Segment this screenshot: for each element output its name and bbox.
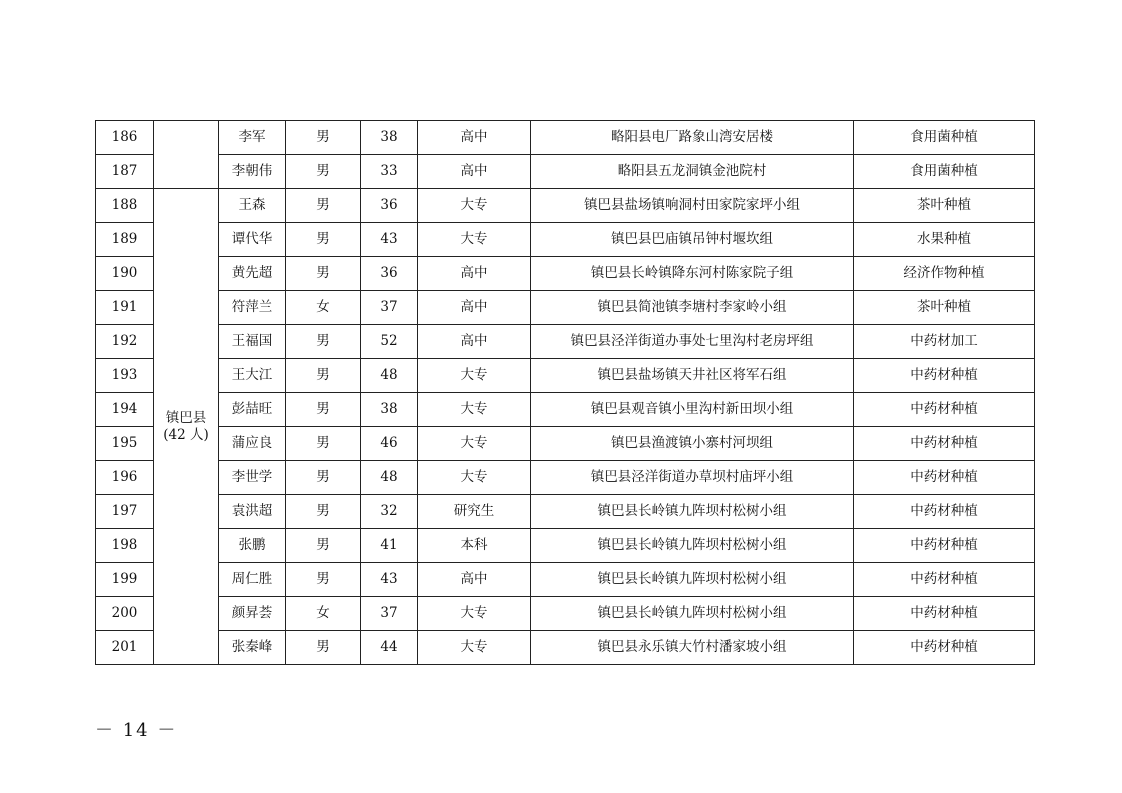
row-number: 189 <box>96 223 154 257</box>
gender: 男 <box>286 359 361 393</box>
education: 大专 <box>418 393 531 427</box>
industry: 食用菌种植 <box>854 155 1035 189</box>
table-row <box>96 189 1035 223</box>
row-number: 193 <box>96 359 154 393</box>
person-name: 谭代华 <box>219 223 286 257</box>
row-number: 195 <box>96 427 154 461</box>
gender: 男 <box>286 223 361 257</box>
industry: 中药材种植 <box>854 631 1035 665</box>
row-number: 197 <box>96 495 154 529</box>
table-row <box>96 257 1035 291</box>
person-name: 袁洪超 <box>219 495 286 529</box>
education: 高中 <box>418 155 531 189</box>
gender: 男 <box>286 495 361 529</box>
row-number: 201 <box>96 631 154 665</box>
age: 41 <box>361 529 418 563</box>
education: 大专 <box>418 223 531 257</box>
row-number: 191 <box>96 291 154 325</box>
education: 高中 <box>418 291 531 325</box>
page-number: － 14 － <box>95 720 178 741</box>
person-name: 李军 <box>219 121 286 155</box>
row-number: 194 <box>96 393 154 427</box>
education: 大专 <box>418 359 531 393</box>
industry: 经济作物种植 <box>854 257 1035 291</box>
age: 46 <box>361 427 418 461</box>
education: 大专 <box>418 427 531 461</box>
person-name: 王森 <box>219 189 286 223</box>
row-number: 199 <box>96 563 154 597</box>
roster-table <box>95 120 1035 665</box>
person-name: 王福国 <box>219 325 286 359</box>
table-row <box>96 529 1035 563</box>
table-row <box>96 155 1035 189</box>
age: 38 <box>361 121 418 155</box>
county-cell <box>154 121 219 189</box>
row-number: 198 <box>96 529 154 563</box>
row-number: 196 <box>96 461 154 495</box>
address: 镇巴县盐场镇响洞村田家院家坪小组 <box>531 189 854 223</box>
person-name: 王大江 <box>219 359 286 393</box>
education: 大专 <box>418 597 531 631</box>
age: 44 <box>361 631 418 665</box>
person-name: 黄先超 <box>219 257 286 291</box>
address: 镇巴县泾洋街道办草坝村庙坪小组 <box>531 461 854 495</box>
address: 略阳县电厂路象山湾安居楼 <box>531 121 854 155</box>
industry: 茶叶种植 <box>854 291 1035 325</box>
table-row <box>96 223 1035 257</box>
row-number: 187 <box>96 155 154 189</box>
county-count: (42 人) <box>163 426 209 443</box>
age: 36 <box>361 189 418 223</box>
county-name: 镇巴县 <box>165 410 207 427</box>
table-row <box>96 631 1035 665</box>
table-row <box>96 393 1035 427</box>
address: 镇巴县长岭镇九阵坝村松树小组 <box>531 563 854 597</box>
address: 镇巴县长岭镇九阵坝村松树小组 <box>531 597 854 631</box>
industry: 中药材种植 <box>854 359 1035 393</box>
industry: 茶叶种植 <box>854 189 1035 223</box>
county-cell <box>154 189 219 665</box>
address: 略阳县五龙洞镇金池院村 <box>531 155 854 189</box>
gender: 男 <box>286 189 361 223</box>
gender: 男 <box>286 563 361 597</box>
industry: 中药材种植 <box>854 461 1035 495</box>
education: 大专 <box>418 189 531 223</box>
gender: 女 <box>286 291 361 325</box>
address: 镇巴县泾洋街道办事处七里沟村老房坪组 <box>531 325 854 359</box>
industry: 水果种植 <box>854 223 1035 257</box>
industry: 中药材种植 <box>854 495 1035 529</box>
age: 43 <box>361 563 418 597</box>
row-number: 200 <box>96 597 154 631</box>
gender: 男 <box>286 427 361 461</box>
person-name: 李世学 <box>219 461 286 495</box>
address: 镇巴县长岭镇九阵坝村松树小组 <box>531 495 854 529</box>
person-name: 李朝伟 <box>219 155 286 189</box>
table-row <box>96 461 1035 495</box>
person-name: 张秦峰 <box>219 631 286 665</box>
age: 37 <box>361 291 418 325</box>
industry: 中药材种植 <box>854 563 1035 597</box>
table-row <box>96 495 1035 529</box>
gender: 男 <box>286 393 361 427</box>
address: 镇巴县长岭镇九阵坝村松树小组 <box>531 529 854 563</box>
industry: 中药材种植 <box>854 529 1035 563</box>
person-name: 符萍兰 <box>219 291 286 325</box>
age: 43 <box>361 223 418 257</box>
row-number: 190 <box>96 257 154 291</box>
age: 48 <box>361 461 418 495</box>
age: 32 <box>361 495 418 529</box>
age: 38 <box>361 393 418 427</box>
table-row <box>96 427 1035 461</box>
age: 52 <box>361 325 418 359</box>
person-name: 蒲应良 <box>219 427 286 461</box>
gender: 男 <box>286 257 361 291</box>
age: 36 <box>361 257 418 291</box>
industry: 中药材种植 <box>854 427 1035 461</box>
person-name: 周仁胜 <box>219 563 286 597</box>
education: 研究生 <box>418 495 531 529</box>
address: 镇巴县渔渡镇小寨村河坝组 <box>531 427 854 461</box>
person-name: 张鹏 <box>219 529 286 563</box>
education: 大专 <box>418 631 531 665</box>
gender: 男 <box>286 121 361 155</box>
table-row <box>96 325 1035 359</box>
gender: 女 <box>286 597 361 631</box>
person-name: 彭喆旺 <box>219 393 286 427</box>
education: 大专 <box>418 461 531 495</box>
education: 高中 <box>418 257 531 291</box>
industry: 中药材种植 <box>854 597 1035 631</box>
industry: 中药材加工 <box>854 325 1035 359</box>
address: 镇巴县盐场镇天井社区将军石组 <box>531 359 854 393</box>
education: 高中 <box>418 121 531 155</box>
age: 37 <box>361 597 418 631</box>
education: 本科 <box>418 529 531 563</box>
table-row <box>96 359 1035 393</box>
gender: 男 <box>286 529 361 563</box>
industry: 食用菌种植 <box>854 121 1035 155</box>
gender: 男 <box>286 631 361 665</box>
age: 48 <box>361 359 418 393</box>
education: 高中 <box>418 563 531 597</box>
row-number: 188 <box>96 189 154 223</box>
person-name: 颜昇荟 <box>219 597 286 631</box>
address: 镇巴县简池镇李塘村李家岭小组 <box>531 291 854 325</box>
row-number: 192 <box>96 325 154 359</box>
address: 镇巴县长岭镇降东河村陈家院子组 <box>531 257 854 291</box>
table-row <box>96 563 1035 597</box>
address: 镇巴县永乐镇大竹村潘家坡小组 <box>531 631 854 665</box>
address: 镇巴县观音镇小里沟村新田坝小组 <box>531 393 854 427</box>
address: 镇巴县巴庙镇吊钟村堰坎组 <box>531 223 854 257</box>
table-row <box>96 291 1035 325</box>
table-row <box>96 121 1035 155</box>
gender: 男 <box>286 155 361 189</box>
industry: 中药材种植 <box>854 393 1035 427</box>
education: 高中 <box>418 325 531 359</box>
gender: 男 <box>286 325 361 359</box>
age: 33 <box>361 155 418 189</box>
table-row <box>96 597 1035 631</box>
gender: 男 <box>286 461 361 495</box>
row-number: 186 <box>96 121 154 155</box>
